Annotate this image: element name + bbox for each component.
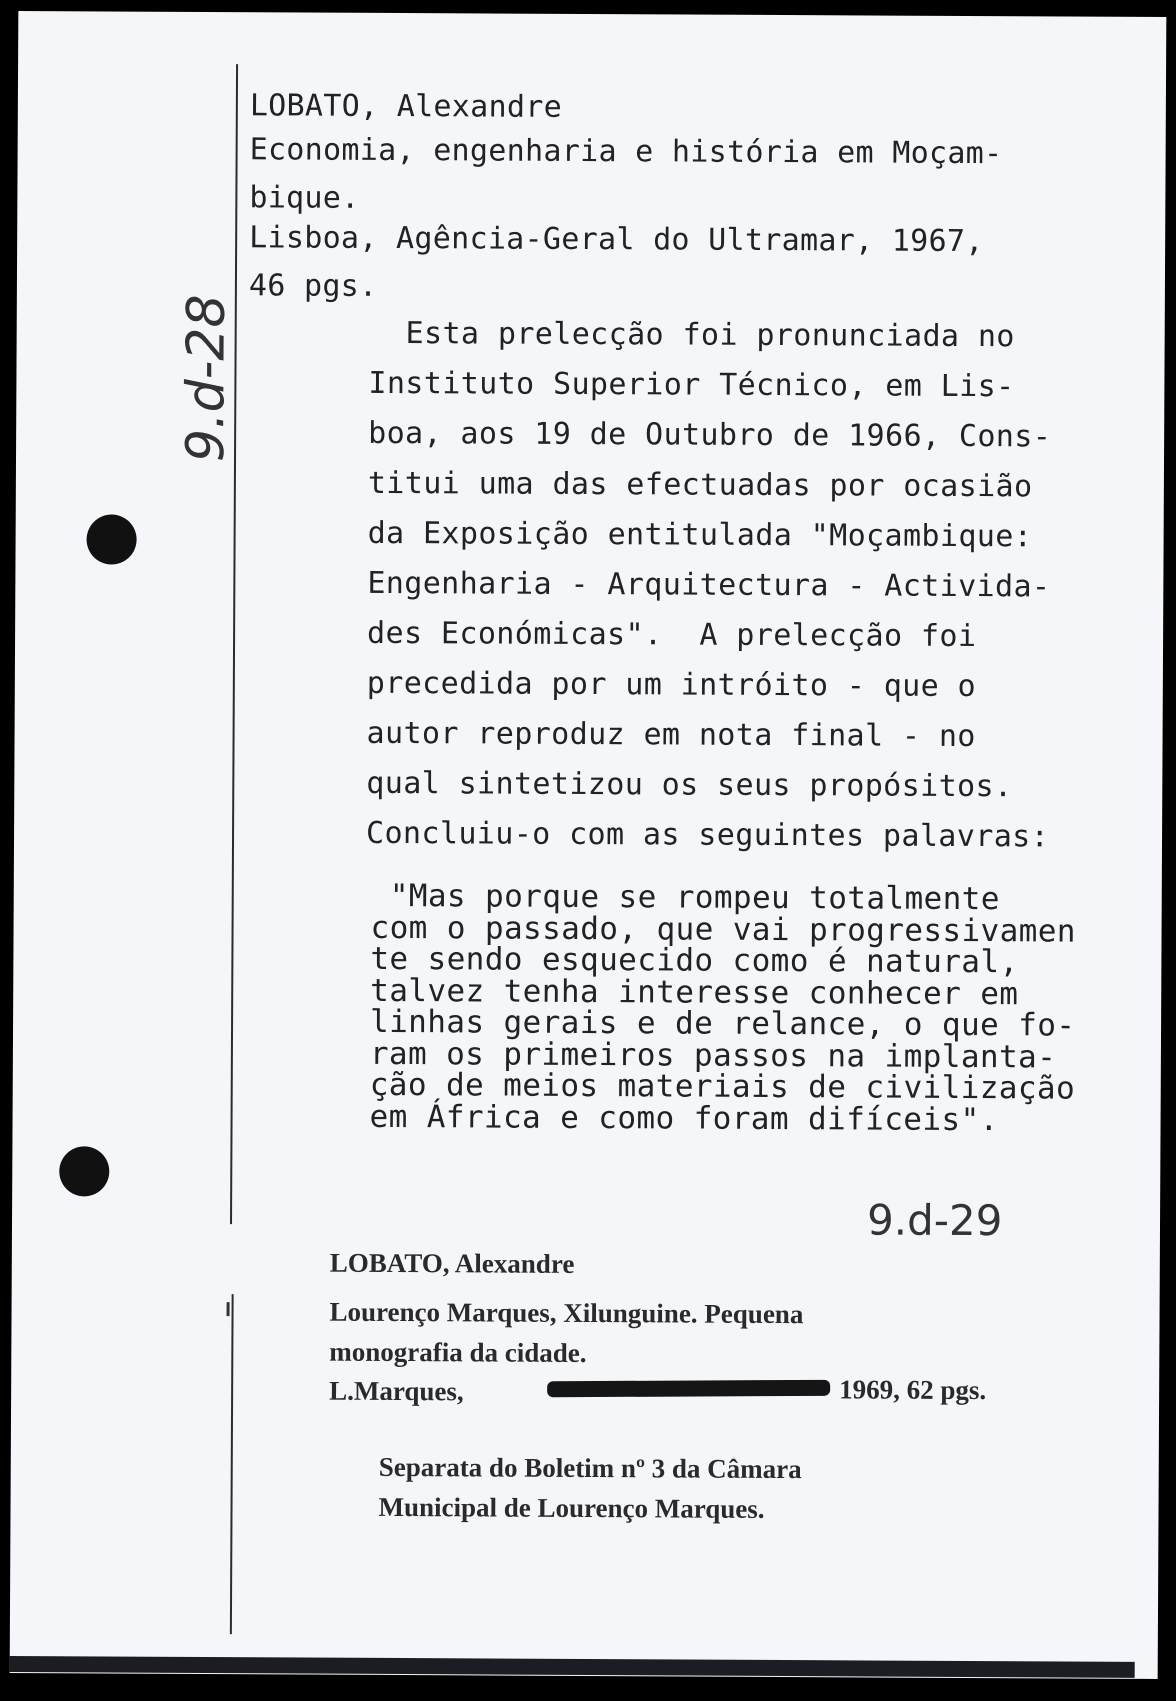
card1-author: LOBATO, Alexandre (249, 88, 563, 125)
card-bottom-edge (10, 1656, 1135, 1678)
margin-tick (227, 1302, 230, 1316)
shelfmark-handwritten-1: 9.d-28 (176, 294, 237, 463)
card2-title: Lourenço Marques, Xilunguine. Pequena monografia da cidade. (329, 1296, 804, 1368)
card1-abstract: Esta prelecção foi pronunciada no Instituto Superior Técnico, em Lis- boa, aos 19 de Outubro de 1966, Cons- titui uma das efectuadas por ocasião da Exposição entitulada "Moçambique: Engenharia - Arquitectura - Activida- des Económicas". A prelecção foi precedida por um intróito - que o autor reproduz em nota final - no qual sintetizou os seus propósitos. Concluiu-o com as seguintes palavras: (365, 315, 1052, 855)
punch-hole-bottom (59, 1146, 109, 1196)
card1-imprint: Lisboa, Agência-Geral do Ultramar, 1967, 46 pgs. (248, 220, 984, 304)
card1-title: Economia, engenharia e história em Moçam- bique. (249, 132, 1003, 216)
card2-place: L.Marques, (329, 1375, 464, 1407)
shelfmark-handwritten-2: 9.d-29 (866, 1195, 1003, 1246)
catalog-card (10, 11, 1167, 1679)
margin-rule-upper (230, 64, 238, 1224)
redaction-strike (547, 1380, 830, 1397)
card1-quote: "Mas porque se rompeu totalmente com o passado, que vai progressivamen te sendo esquecido como é natural, talvez tenha interesse conhecer em linhas gerais e de relance, o que fo- ram os primeiros passos na implanta- ção de meios materiais de civilização em África e como foram difíceis". (369, 877, 1077, 1138)
margin-rule-lower (230, 1294, 234, 1634)
punch-hole-top (86, 514, 136, 564)
card2-date-pages: 1969, 62 pgs. (839, 1374, 987, 1406)
card2-author: LOBATO, Alexandre (329, 1247, 575, 1279)
card2-note: Separata do Boletim nº 3 da Câmara Municipal de Lourenço Marques. (378, 1451, 802, 1524)
